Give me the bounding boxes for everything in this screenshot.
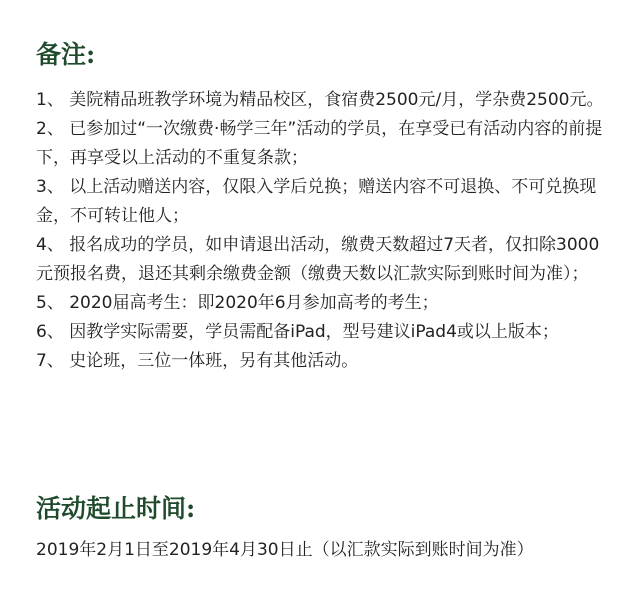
note-number: 4、: [36, 235, 64, 255]
note-number: 2、: [36, 119, 64, 139]
list-item: [36, 289, 611, 318]
list-item: [36, 231, 611, 289]
notes-list: [36, 86, 611, 376]
notes-heading: 备注:: [36, 40, 96, 69]
list-item: [36, 115, 611, 173]
note-number: 7、: [36, 351, 64, 371]
note-number: 1、: [36, 90, 64, 110]
note-text: 报名成功的学员，如申请退出活动，缴费天数超过7天者，仅扣除3000元预报名费，退还其剩余缴费金额（缴费天数以汇款实际到账时间为准）；: [36, 235, 600, 284]
note-text: 美院精品班教学环境为精品校区，食宿费2500元/月，学杂费2500元。: [69, 90, 604, 110]
list-item: [36, 318, 611, 347]
note-number: 3、: [36, 177, 64, 197]
list-item: [36, 347, 611, 376]
activity-period-heading: 活动起止时间:: [36, 494, 196, 523]
activity-period-text: 2019年2月1日至2019年4月30日止（以汇款实际到账时间为准）: [36, 540, 534, 560]
note-number: 5、: [36, 293, 64, 313]
note-text: 2020届高考生：即2020年6月参加高考的考生；: [69, 293, 439, 313]
note-text: 已参加过“一次缴费·畅学三年”活动的学员，在享受已有活动内容的前提下，再享受以上活动的不重复条款；: [36, 119, 603, 168]
note-text: 因教学实际需要，学员需配备iPad，型号建议iPad4或以上版本；: [69, 322, 559, 342]
list-item: [36, 173, 611, 231]
note-number: 6、: [36, 322, 64, 342]
note-text: 以上活动赠送内容，仅限入学后兑换；赠送内容不可退换、不可兑换现金，不可转让他人；: [36, 177, 597, 226]
note-text: 史论班，三位一体班，另有其他活动。: [69, 351, 359, 371]
list-item: [36, 86, 611, 115]
